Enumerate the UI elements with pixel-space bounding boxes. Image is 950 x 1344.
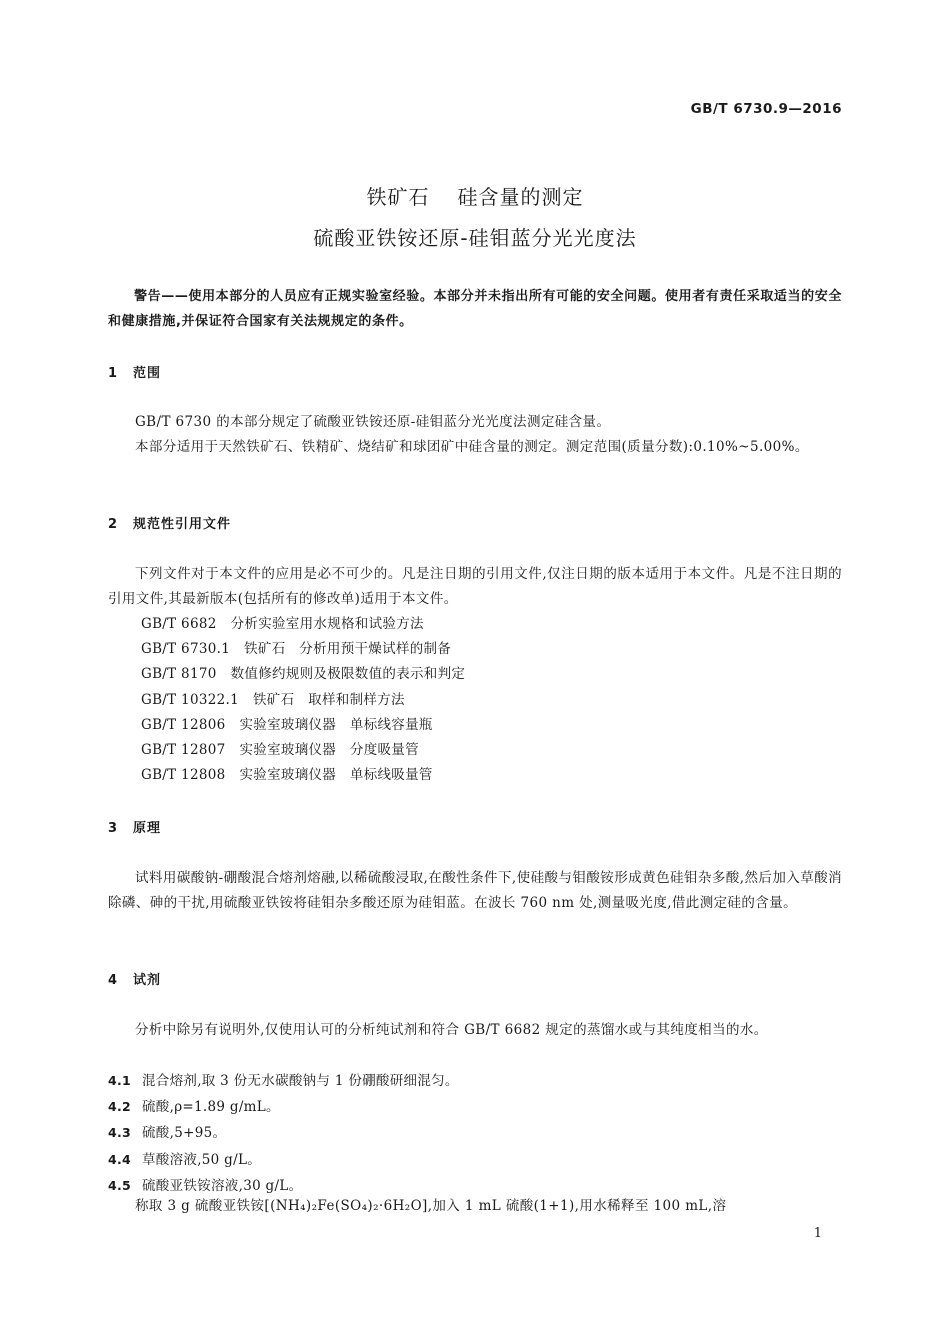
section-heading-normative-references	[108, 513, 231, 532]
reference-name: 数值修约规则及极限数值的表示和判定	[230, 666, 466, 683]
reagent-list	[108, 1068, 842, 1199]
reference-code: GB/T 12808	[141, 767, 226, 784]
reference-code: GB/T 6730.1	[141, 641, 231, 658]
section-title: 原理	[133, 821, 162, 836]
reagent-text: 草酸溶液,50 g/L。	[142, 1151, 262, 1168]
reference-item	[141, 688, 465, 713]
principle-paragraph: 试料用碳酸钠-硼酸混合熔剂熔融,以稀硫酸浸取,在酸性条件下,使硅酸与钼酸铵形成黄色硅钼杂多酸,然后加入草酸消除磷、砷的干扰,用硫酸亚铁铵将硅钼杂多酸还原为硅钼蓝。在波长 760 nm 处,测量吸光度,借此测定硅的含量。	[108, 870, 842, 911]
reagent-text: 混合熔剂,取 3 份无水碳酸钠与 1 份硼酸研细混匀。	[142, 1073, 459, 1089]
reference-code: GB/T 10322.1	[141, 691, 239, 708]
title-main: 铁矿石	[366, 185, 430, 209]
reference-item	[141, 637, 465, 662]
reference-name: 分析实验室用水规格和试验方法	[230, 616, 424, 632]
reference-name: 实验室玻璃仪器 单标线容量瓶	[239, 716, 433, 733]
section-heading-reagents	[108, 969, 161, 988]
title-part: 硅含量的测定	[457, 185, 584, 209]
section-heading-principle	[108, 817, 161, 836]
reference-name: 铁矿石 取样和制样方法	[252, 691, 405, 708]
reference-code: GB/T 6682	[141, 616, 217, 632]
reference-item	[141, 738, 465, 763]
page-number: 1	[813, 1226, 822, 1241]
reference-item	[141, 763, 465, 788]
reference-name: 铁矿石 分析用预干燥试样的制备	[244, 641, 452, 658]
scope-paragraph-2: 本部分适用于天然铁矿石、铁精矿、烧结矿和球团矿中硅含量的测定。测定范围(质量分数):0.10%~5.00%。	[135, 439, 809, 455]
reference-code: GB/T 8170	[141, 666, 217, 683]
reference-code: GB/T 12806	[141, 716, 226, 733]
reagent-number: 4.5	[108, 1177, 132, 1193]
reagent-preparation-text: 称取 3 g 硫酸亚铁铵[(NH₄)₂Fe(SO₄)₂·6H₂O],加入 1 mL 硫酸(1+1),用水稀释至 100 mL,溶	[135, 1198, 727, 1214]
section-title: 规范性引用文件	[133, 517, 232, 532]
section-number: 4	[108, 973, 119, 988]
section-title: 范围	[133, 366, 162, 381]
document-title-line1	[0, 181, 950, 210]
section-number: 1	[108, 366, 119, 381]
reagent-number: 4.2	[108, 1099, 132, 1115]
reagent-number: 4.1	[108, 1073, 132, 1088]
section-number: 2	[108, 517, 119, 532]
reagent-text: 硫酸,ρ=1.89 g/mL。	[142, 1099, 280, 1116]
reagent-item	[108, 1120, 842, 1146]
reference-name: 实验室玻璃仪器 分度吸量管	[239, 742, 419, 759]
reagent-item	[108, 1068, 842, 1094]
reagent-item	[108, 1094, 842, 1120]
section-number: 3	[108, 821, 119, 836]
reagents-intro-paragraph: 分析中除另有说明外,仅使用认可的分析纯试剂和符合 GB/T 6682 规定的蒸馏水或与其纯度相当的水。	[135, 1022, 768, 1038]
reference-name: 实验室玻璃仪器 单标线吸量管	[239, 767, 433, 784]
reference-item	[141, 662, 465, 687]
section-heading-scope	[108, 362, 161, 381]
reagent-number: 4.3	[108, 1125, 132, 1141]
standard-code: GB/T 6730.9—2016	[690, 101, 842, 117]
document-title-line2: 硫酸亚铁铵还原-硅钼蓝分光光度法	[313, 226, 637, 250]
reference-item	[141, 612, 465, 637]
reference-list	[141, 612, 465, 788]
reagent-text: 硫酸亚铁铵溶液,30 g/L。	[142, 1177, 303, 1194]
reagent-item	[108, 1147, 842, 1173]
references-intro-paragraph: 下列文件对于本文件的应用是必不可少的。凡是注日期的引用文件,仅注日期的版本适用于本文件。凡是不注日期的引用文件,其最新版本(包括所有的修改单)适用于本文件。	[108, 566, 842, 607]
reagent-number: 4.4	[108, 1151, 132, 1167]
warning-paragraph: 警告——使用本部分的人员应有正规实验室经验。本部分并未指出所有可能的安全问题。使用者有责任采取适当的安全和健康措施,并保证符合国家有关法规规定的条件。	[108, 289, 842, 329]
section-title: 试剂	[133, 973, 162, 988]
reference-item	[141, 713, 465, 738]
reference-code: GB/T 12807	[141, 742, 226, 759]
reagent-text: 硫酸,5+95。	[142, 1125, 227, 1142]
scope-paragraph-1: GB/T 6730 的本部分规定了硫酸亚铁铵还原-硅钼蓝分光光度法测定硅含量。	[135, 414, 611, 430]
